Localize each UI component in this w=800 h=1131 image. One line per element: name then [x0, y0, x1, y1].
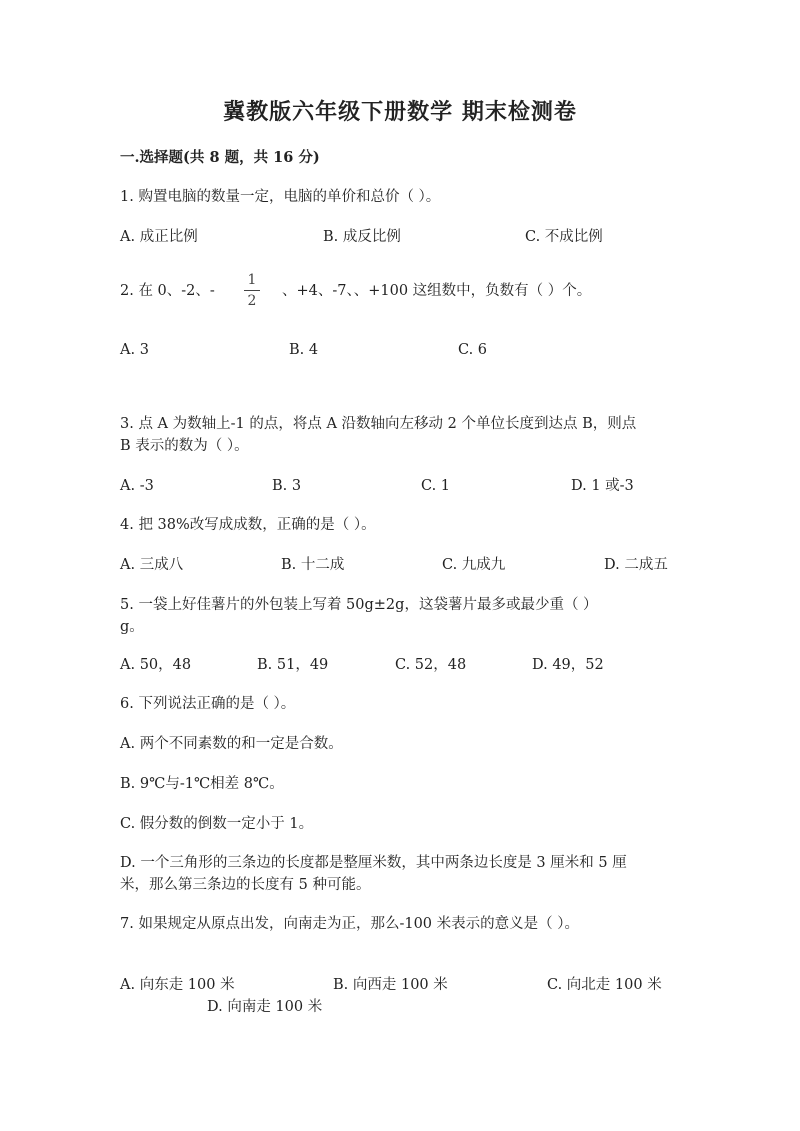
- question-1-option-a: A. 成正比例: [120, 229, 198, 245]
- question-7-option-b: B. 向西走 100 米: [333, 977, 448, 993]
- question-1-option-b: B. 成反比例: [323, 229, 401, 245]
- question-3-option-c: C. 1: [421, 478, 451, 494]
- question-2-option-b: B. 4: [289, 342, 319, 358]
- question-4-option-c: C. 九成九: [442, 557, 506, 573]
- question-2-stem-end: 、+4、-7、、+100 这组数中，负数有（ ）个。: [282, 283, 592, 299]
- question-6-option-c: C. 假分数的倒数一定小于 1。: [120, 816, 314, 832]
- question-7-option-c: C. 向北走 100 米: [547, 977, 662, 993]
- question-5-option-d: D. 49，52: [532, 657, 604, 673]
- question-7-option-d: D. 向南走 100 米: [207, 999, 323, 1015]
- question-6-option-b: B. 9℃与-1℃相差 8℃。: [120, 776, 284, 792]
- fraction-numerator: 1: [247, 272, 257, 288]
- fraction-denominator: 2: [247, 293, 257, 309]
- question-3-stem-line2: B 表示的数为（ ）。: [120, 438, 249, 454]
- question-6-option-d-line1: D. 一个三角形的三条边的长度都是整厘米数，其中两条边长度是 3 厘米和 5 厘: [120, 855, 627, 871]
- question-5-option-a: A. 50，48: [120, 657, 192, 673]
- question-4-option-d: D. 二成五: [604, 557, 668, 573]
- question-5-option-b: B. 51，49: [257, 657, 329, 673]
- question-5-option-c: C. 52，48: [395, 657, 467, 673]
- question-7-stem: 7. 如果规定从原点出发，向南走为正，那么-100 米表示的意义是（ ）。: [120, 916, 579, 932]
- question-4-stem: 4. 把 38%改写成成数，正确的是（ ）。: [120, 517, 376, 533]
- question-3-option-a: A. -3: [120, 478, 154, 494]
- question-3-option-b: B. 3: [272, 478, 302, 494]
- question-1-stem: 1. 购置电脑的数量一定，电脑的单价和总价（ ）。: [120, 189, 441, 205]
- question-6-stem: 6. 下列说法正确的是（ ）。: [120, 696, 296, 712]
- question-7-option-a: A. 向东走 100 米: [120, 977, 235, 993]
- question-4-option-a: A. 三成八: [120, 557, 184, 573]
- section-heading: 一.选择题(共 8 题，共 16 分): [120, 149, 320, 166]
- fraction-one-half: [241, 272, 263, 309]
- question-2-option-a: A. 3: [120, 342, 149, 358]
- question-4-option-b: B. 十二成: [281, 557, 345, 573]
- question-5-stem-line2: g。: [120, 619, 144, 635]
- question-5-stem-line1: 5. 一袋上好佳薯片的外包装上写着 50g±2g，这袋薯片最多或最少重（ ）: [120, 597, 598, 613]
- question-3-stem-line1: 3. 点 A 为数轴上-1 的点，将点 A 沿数轴向左移动 2 个单位长度到达点 B，则点: [120, 416, 637, 432]
- question-2-option-c: C. 6: [458, 342, 488, 358]
- question-1-option-c: C. 不成比例: [525, 229, 603, 245]
- question-6-option-a: A. 两个不同素数的和一定是合数。: [120, 736, 343, 752]
- question-2-stem-start: 2. 在 0、-2、-: [120, 283, 215, 299]
- question-3-option-d: D. 1 或-3: [571, 478, 634, 494]
- question-6-option-d-line2: 米，那么第三条边的长度有 5 种可能。: [120, 877, 371, 893]
- fraction-bar: [244, 290, 260, 291]
- page-title: 冀教版六年级下册数学 期末检测卷: [223, 99, 577, 125]
